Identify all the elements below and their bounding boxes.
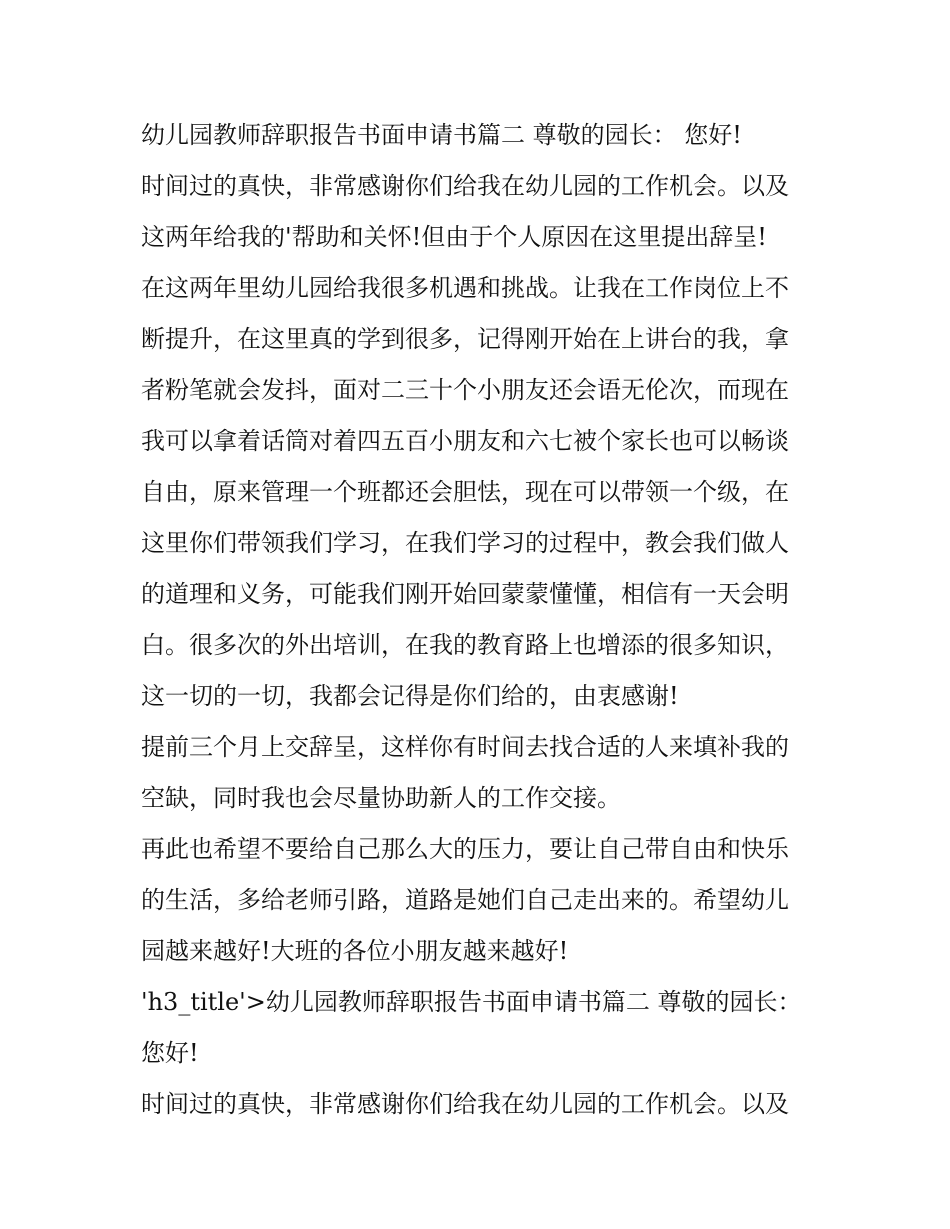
text-line: 这里你们带领我们学习，在我们学习的过程中，教会我们做人 <box>141 529 789 557</box>
text-line: 自由，原来管理一个班都还会胆怯，现在可以带领一个级，在 <box>141 478 789 506</box>
text-line: 提前三个月上交辞呈，这样你有时间去找合适的人来填补我的 <box>141 733 789 761</box>
text-line: 您好! <box>141 1039 199 1067</box>
text-line: 这两年给我的'帮助和关怀!但由于个人原因在这里提出辞呈! <box>141 223 767 251</box>
text-line: 时间过的真快，非常感谢你们给我在幼儿园的工作机会。以及 <box>141 1090 789 1118</box>
text-line: 这一切的一切，我都会记得是你们给的，由衷感谢! <box>141 682 679 710</box>
document-body <box>141 110 821 1130</box>
text-line: 断提升，在这里真的学到很多，记得刚开始在上讲台的我，拿 <box>141 325 789 353</box>
text-line: 空缺，同时我也会尽量协助新人的工作交接。 <box>141 784 621 812</box>
text-line: 白。很多次的外出培训，在我的教育路上也增添的很多知识， <box>141 631 789 659</box>
text-line: 者粉笔就会发抖，面对二三十个小朋友还会语无伦次，而现在 <box>141 376 789 404</box>
text-line: 'h3_title'>幼儿园教师辞职报告书面申请书篇二 尊敬的园长： <box>141 988 802 1016</box>
text-line: 我可以拿着话筒对着四五百小朋友和六七被个家长也可以畅谈 <box>141 427 789 455</box>
text-line: 在这两年里幼儿园给我很多机遇和挑战。让我在工作岗位上不 <box>141 274 789 302</box>
text-line: 的道理和义务，可能我们刚开始回蒙蒙懂懂，相信有一天会明 <box>141 580 789 608</box>
text-line: 园越来越好!大班的各位小朋友越来越好! <box>141 937 569 965</box>
text-line: 幼儿园教师辞职报告书面申请书篇二 尊敬的园长： 您好! <box>141 121 742 149</box>
text-line: 的生活，多给老师引路，道路是她们自己走出来的。希望幼儿 <box>141 886 789 914</box>
text-line: 再此也希望不要给自己那么大的压力，要让自己带自由和快乐 <box>141 835 789 863</box>
text-line: 时间过的真快，非常感谢你们给我在幼儿园的工作机会。以及 <box>141 172 789 200</box>
